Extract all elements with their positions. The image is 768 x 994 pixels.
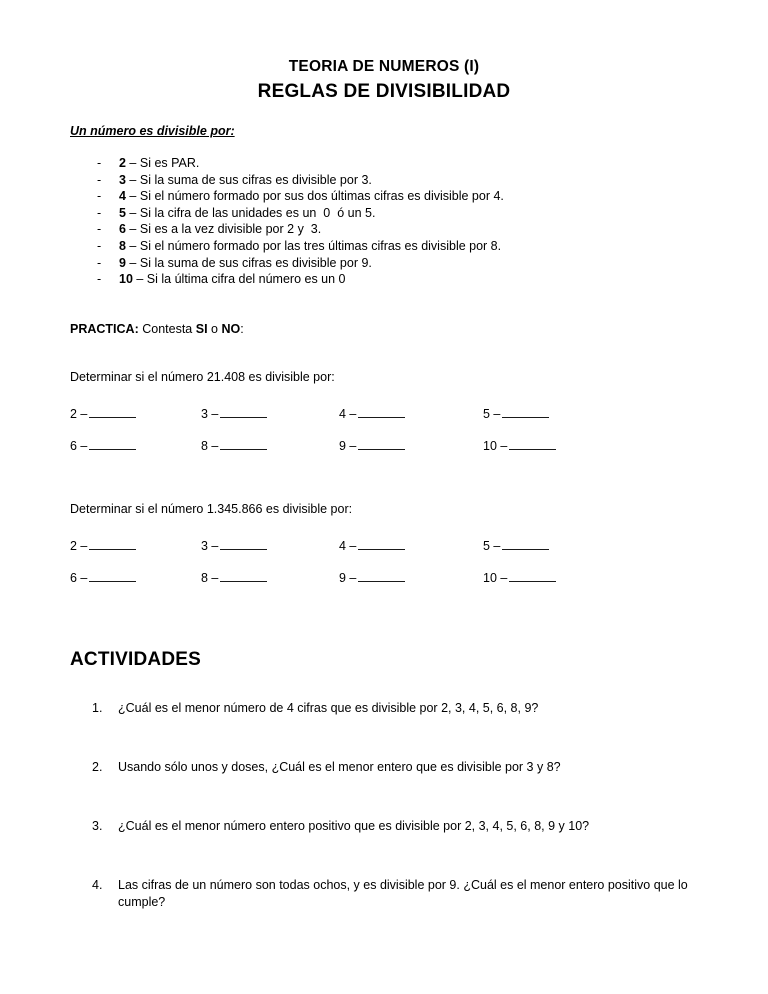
answer-blank-line[interactable] [220, 570, 267, 582]
answer-blank-line[interactable] [358, 538, 405, 550]
answer-field-6[interactable]: 6 – [70, 570, 136, 587]
answer-blank-line[interactable] [358, 570, 405, 582]
list-item [70, 205, 698, 222]
answer-field-4[interactable]: 4 – [339, 406, 405, 423]
answer-blank-line[interactable] [502, 406, 549, 418]
rule-description: – Si el número formado por las tres últimas cifras es divisible por 8. [125, 238, 502, 253]
answer-blank-line[interactable] [502, 538, 549, 550]
page-title-primary: TEORIA DE NUMEROS (I) [288, 58, 480, 75]
rule-description: – Si la suma de sus cifras es divisible por 3. [125, 172, 372, 187]
answer-field-8[interactable]: 8 – [201, 438, 267, 455]
bullet-dash-icon: - [97, 255, 102, 270]
answer-field-3[interactable]: 3 – [201, 406, 267, 423]
answer-blank-line[interactable] [509, 570, 556, 582]
exercise2-prompt: Determinar si el número 1.345.866 es divisible por: [70, 501, 353, 516]
rules-subheading: Un número es divisible por: [70, 124, 235, 138]
answer-field-5[interactable]: 5 – [483, 406, 549, 423]
answer-blank-line[interactable] [358, 406, 405, 418]
list-item [70, 255, 698, 272]
list-item [70, 188, 698, 205]
rule-description: – Si la última cifra del número es un 0 [132, 272, 346, 287]
answer-field-9[interactable]: 9 – [339, 438, 405, 455]
activity-number: 4. [92, 877, 103, 892]
list-item [70, 221, 698, 238]
practica-instruction [70, 321, 698, 338]
activity-number: 3. [92, 818, 103, 833]
activity-number: 2. [92, 759, 103, 774]
answer-blank-line[interactable] [358, 438, 405, 450]
list-item [70, 877, 698, 911]
rule-description: – Si la suma de sus cifras es divisible por 9. [125, 255, 372, 270]
activities-list [70, 700, 698, 911]
document-title-block [70, 0, 698, 104]
answer-field-10[interactable]: 10 – [483, 570, 556, 587]
activity-text: ¿Cuál es el menor número de 4 cifras que es divisible por 2, 3, 4, 5, 6, 8, 9? [118, 700, 539, 715]
answer-blank-line[interactable] [89, 438, 136, 450]
list-item [70, 700, 698, 717]
rule-description: – Si es a la vez divisible por 2 y 3. [125, 222, 322, 237]
answer-row [70, 570, 698, 602]
activity-number: 1. [92, 700, 103, 715]
list-item [70, 238, 698, 255]
page-title-secondary: REGLAS DE DIVISIBILIDAD [257, 81, 511, 102]
list-item [70, 271, 698, 288]
divisibility-rules-list [70, 155, 698, 288]
rule-description: – Si la cifra de las unidades es un 0 ó un 5. [125, 205, 376, 220]
activity-text: ¿Cuál es el menor número entero positivo que es divisible por 2, 3, 4, 5, 6, 8, 9 y 10? [118, 818, 590, 833]
rule-number: 2 [119, 156, 126, 170]
answer-row [70, 406, 698, 438]
rule-number: 9 [119, 255, 126, 270]
answer-blank-line[interactable] [89, 570, 136, 582]
answer-field-4[interactable]: 4 – [339, 538, 405, 555]
answer-field-9[interactable]: 9 – [339, 570, 405, 587]
practica-label: PRACTICA: [70, 321, 139, 336]
rule-number: 5 [119, 205, 126, 220]
rule-number: 3 [119, 172, 126, 187]
list-item [70, 155, 698, 172]
list-item [70, 172, 698, 189]
bullet-dash-icon: - [97, 156, 102, 170]
practica-or: o [207, 321, 222, 336]
answer-field-2[interactable]: 2 – [70, 538, 136, 555]
rule-number: 10 [119, 272, 133, 287]
answer-row [70, 438, 698, 470]
bullet-dash-icon: - [97, 222, 102, 237]
exercise2-answer-grid [70, 538, 698, 602]
answer-field-5[interactable]: 5 – [483, 538, 549, 555]
practica-colon: : [240, 321, 244, 336]
practica-mid-text: Contesta [138, 321, 196, 336]
activity-text: Las cifras de un número son todas ochos, y es divisible por 9. ¿Cuál es el menor entero positivo que lo cumple? [118, 877, 688, 909]
bullet-dash-icon: - [97, 272, 102, 287]
practica-no: NO [221, 321, 241, 336]
practica-si: SI [195, 321, 208, 336]
answer-blank-line[interactable] [89, 406, 136, 418]
answer-field-6[interactable]: 6 – [70, 438, 136, 455]
rule-number: 6 [119, 222, 126, 237]
bullet-dash-icon: - [97, 205, 102, 220]
rule-description: – Si es PAR. [125, 156, 200, 170]
answer-blank-line[interactable] [509, 438, 556, 450]
exercise1-answer-grid [70, 406, 698, 470]
bullet-dash-icon: - [97, 189, 102, 204]
bullet-dash-icon: - [97, 172, 102, 187]
rule-description: – Si el número formado por sus dos últimas cifras es divisible por 4. [125, 189, 504, 204]
answer-blank-line[interactable] [220, 406, 267, 418]
answer-field-2[interactable]: 2 – [70, 406, 136, 423]
answer-blank-line[interactable] [220, 438, 267, 450]
list-item [70, 759, 698, 776]
activity-text: Usando sólo unos y doses, ¿Cuál es el menor entero que es divisible por 3 y 8? [118, 759, 561, 774]
answer-field-3[interactable]: 3 – [201, 538, 267, 555]
answer-field-8[interactable]: 8 – [201, 570, 267, 587]
rule-number: 4 [119, 189, 126, 204]
list-item [70, 818, 698, 835]
answer-blank-line[interactable] [89, 538, 136, 550]
activities-heading: ACTIVIDADES [70, 648, 201, 670]
exercise1-prompt: Determinar si el número 21.408 es divisible por: [70, 369, 335, 384]
answer-field-10[interactable]: 10 – [483, 438, 556, 455]
answer-row [70, 538, 698, 570]
bullet-dash-icon: - [97, 238, 102, 253]
answer-blank-line[interactable] [220, 538, 267, 550]
rule-number: 8 [119, 238, 126, 253]
